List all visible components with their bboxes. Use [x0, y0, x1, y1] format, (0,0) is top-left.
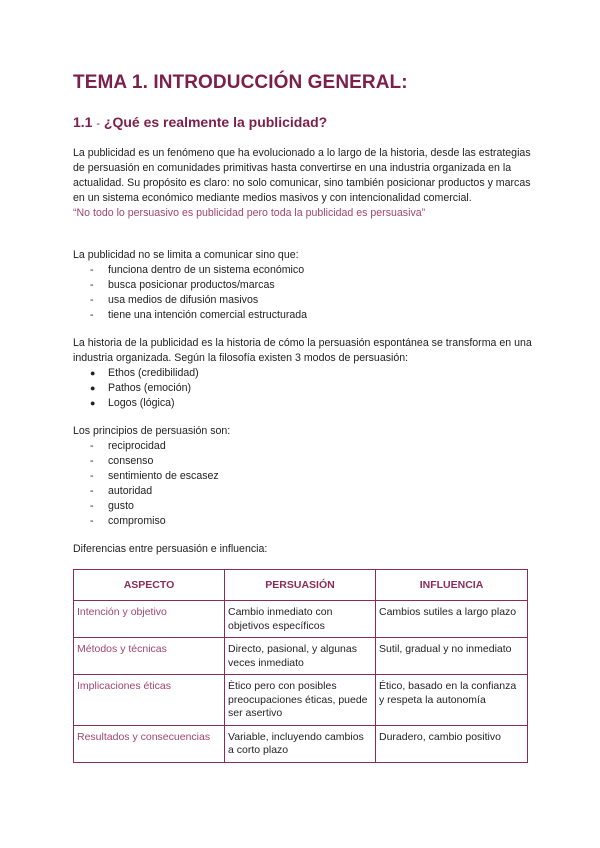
list-item: - autoridad — [90, 485, 153, 497]
list-item: - gusto — [90, 500, 134, 512]
table-cell: Directo, pasional, y algunas veces inmediato — [225, 638, 376, 675]
section-heading — [73, 114, 327, 130]
list-item: - sentimiento de escasez — [90, 470, 219, 482]
list-item: ● Pathos (emoción) — [90, 382, 192, 394]
list-item: - consenso — [90, 455, 154, 467]
differences-lead: Diferencias entre persuasión e influencia: — [73, 543, 268, 555]
header-aspecto: ASPECTO — [74, 570, 225, 601]
table-cell: Variable, incluyendo cambios a corto plazo — [225, 725, 376, 762]
table-cell: Resultados y consecuencias — [74, 725, 225, 762]
table-cell: Sutil, gradual y no inmediato — [376, 638, 528, 675]
list-item: ● Ethos (credibilidad) — [90, 367, 199, 379]
modes-list — [73, 366, 199, 411]
list-item: - reciprocidad — [90, 440, 166, 452]
table-row — [74, 601, 528, 638]
section-title: ¿Qué es realmente la publicidad? — [103, 114, 328, 130]
table-row — [74, 675, 528, 726]
list-item: - tiene una intención comercial estructurada — [90, 309, 308, 321]
list-item: - funciona dentro de un sistema económico — [90, 264, 305, 276]
table-cell: Ético, basado en la confianza y respeta la autonomía — [376, 675, 528, 726]
table-cell: Métodos y técnicas — [74, 638, 225, 675]
principles-list — [73, 439, 219, 529]
intro-text: La publicidad es un fenómeno que ha evolucionado a lo largo de la historia, desde las estrategias de persuasión en comunidades primitivas hasta convertirse en una industria organizada en la actualidad. Su propósito es claro: no solo comunicar, sino también posicionar productos y marcas en un sistema económico mediante medios masivos y con intencionalidad comercial. — [73, 147, 531, 204]
intro-paragraph — [73, 146, 533, 221]
table-cell: Ètico pero con posibles preocupaciones éticas, puede ser asertivo — [225, 675, 376, 726]
table-cell: Cambios sutiles a largo plazo — [376, 601, 528, 638]
list-item: ● Logos (lógica) — [90, 397, 175, 409]
section-number: 1.1 — [73, 114, 93, 130]
quote-text: “No todo lo persuasivo es publicidad pero toda la publicidad es persuasiva” — [73, 207, 426, 219]
list-item: - compromiso — [90, 515, 166, 527]
header-influencia: INFLUENCIA — [376, 570, 528, 601]
page-title: TEMA 1. INTRODUCCIÓN GENERAL: — [73, 72, 408, 93]
list-item: - busca posicionar productos/marcas — [90, 279, 275, 291]
header-persuasion: PERSUASIÓN — [225, 570, 376, 601]
principles-lead: Los principios de persuasión son: — [73, 425, 231, 437]
table-cell: Duradero, cambio positivo — [376, 725, 528, 762]
table-header-row — [74, 570, 528, 601]
table-cell: Cambio inmediato con objetivos específicos — [225, 601, 376, 638]
table-row — [74, 725, 528, 762]
limits-list — [73, 263, 307, 323]
history-paragraph: La historia de la publicidad es la historia de cómo la persuasión espontánea se transforma en una industria organizada. Según la filosofía existen 3 modos de persuasión: — [73, 337, 532, 364]
comparison-table — [73, 569, 528, 763]
list-item: - usa medios de difusión masivos — [90, 294, 259, 306]
table-cell: Implicaciones éticas — [74, 675, 225, 726]
table-row — [74, 638, 528, 675]
table-cell: Intención y objetivo — [74, 601, 225, 638]
limits-lead: La publicidad no se limita a comunicar sino que: — [73, 249, 299, 261]
section-separator: - — [96, 118, 101, 130]
